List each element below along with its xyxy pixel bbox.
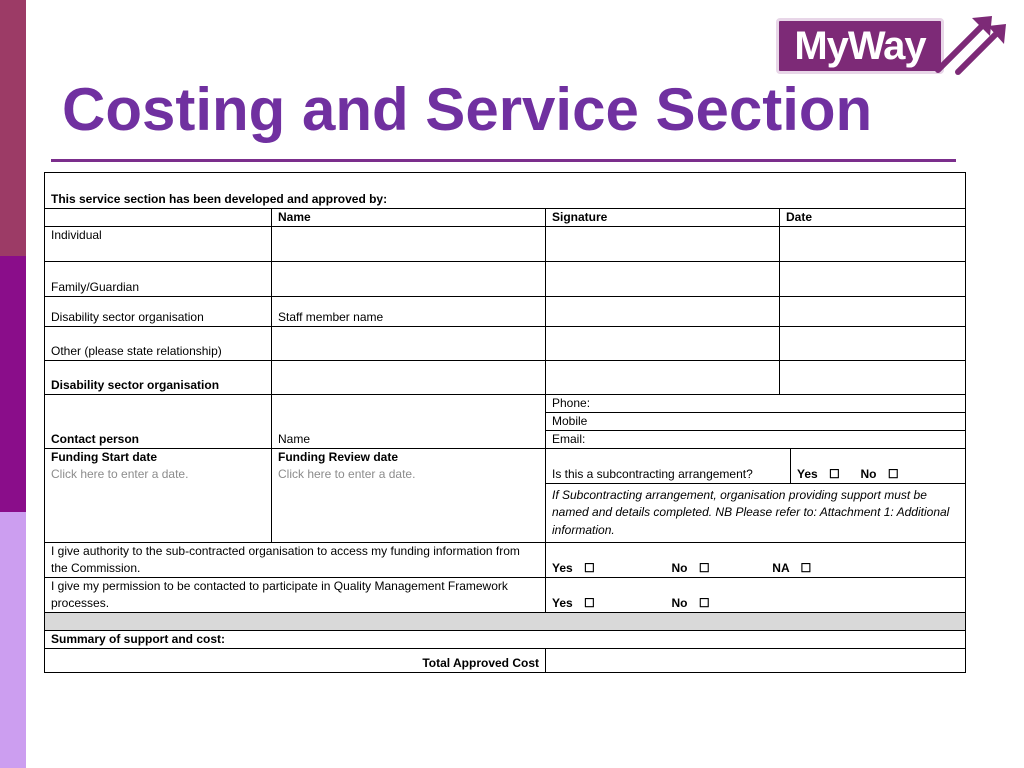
total-approved-cost-label: Total Approved Cost xyxy=(45,649,546,673)
subcontract-no-checkbox[interactable]: ☐ xyxy=(887,467,899,481)
side-bar-bottom xyxy=(0,512,26,768)
contact-phone-field[interactable]: Phone: xyxy=(546,395,966,413)
other-date-cell[interactable] xyxy=(780,327,966,361)
subcontract-no-label: No xyxy=(860,467,877,481)
contact-mobile-field[interactable]: Mobile xyxy=(546,413,966,431)
contact-email-field[interactable]: Email: xyxy=(546,431,966,449)
row-family-label: Family/Guardian xyxy=(45,262,272,297)
authority-yes-label: Yes xyxy=(552,561,573,575)
myway-logo xyxy=(776,8,1008,80)
other-name-cell[interactable] xyxy=(272,327,546,361)
funding-review-label: Funding Review date xyxy=(278,450,399,464)
authority-na-checkbox[interactable]: ☐ xyxy=(800,561,812,575)
disability-org-date-cell[interactable] xyxy=(780,361,966,395)
shaded-separator-row xyxy=(45,613,966,631)
header-name: Name xyxy=(272,209,546,227)
permission-text: I give my permission to be contacted to participate in Quality Management Framework processes. xyxy=(45,578,546,613)
funding-start-label: Funding Start date xyxy=(51,450,157,464)
funding-review-cell xyxy=(272,449,546,543)
permission-options xyxy=(546,578,966,613)
permission-no-label: No xyxy=(671,596,688,610)
family-date-cell[interactable] xyxy=(780,262,966,297)
side-bar-top xyxy=(0,0,26,256)
row-other-label: Other (please state relationship) xyxy=(45,327,272,361)
disability-org-signature-cell[interactable] xyxy=(546,361,780,395)
authority-na-label: NA xyxy=(772,561,790,575)
title-underline xyxy=(51,159,956,162)
authority-options xyxy=(546,543,966,578)
contact-person-label: Contact person xyxy=(45,395,272,449)
family-name-cell[interactable] xyxy=(272,262,546,297)
funding-start-date-input[interactable]: Click here to enter a date. xyxy=(51,467,189,481)
header-blank xyxy=(45,209,272,227)
row-disability-org-label: Disability sector organisation xyxy=(45,297,272,327)
arrows-icon xyxy=(932,8,1008,78)
row-individual-label: Individual xyxy=(45,227,272,262)
row-disability-org-heading: Disability sector organisation xyxy=(45,361,272,395)
family-signature-cell[interactable] xyxy=(546,262,780,297)
contact-name-cell[interactable]: Name xyxy=(272,395,546,449)
individual-date-cell[interactable] xyxy=(780,227,966,262)
page-title: Costing and Service Section xyxy=(62,76,873,143)
authority-no-label: No xyxy=(671,561,688,575)
summary-label: Summary of support and cost: xyxy=(45,631,966,649)
org-signature-cell[interactable] xyxy=(546,297,780,327)
subcontract-yes-label: Yes xyxy=(797,467,818,481)
header-signature: Signature xyxy=(546,209,780,227)
authority-text: I give authority to the sub-contracted organisation to access my funding information from the Commission. xyxy=(45,543,546,578)
other-signature-cell[interactable] xyxy=(546,327,780,361)
form-intro: This service section has been developed and approved by: xyxy=(45,173,966,209)
authority-yes-checkbox[interactable]: ☐ xyxy=(584,561,595,575)
individual-name-cell[interactable] xyxy=(272,227,546,262)
subcontract-note: If Subcontracting arrangement, organisation providing support must be named and details completed. NB Please refer to: Attachment 1: Additional information. xyxy=(546,484,966,543)
service-approval-form xyxy=(44,172,966,673)
authority-no-checkbox[interactable]: ☐ xyxy=(698,561,710,575)
side-bar-middle xyxy=(0,256,26,512)
org-date-cell[interactable] xyxy=(780,297,966,327)
funding-start-cell xyxy=(45,449,272,543)
permission-yes-checkbox[interactable]: ☐ xyxy=(584,596,595,610)
subcontract-options xyxy=(791,449,966,484)
header-date: Date xyxy=(780,209,966,227)
disability-org-name-cell[interactable] xyxy=(272,361,546,395)
subcontract-question: Is this a subcontracting arrangement? xyxy=(546,449,791,484)
permission-yes-label: Yes xyxy=(552,596,573,610)
total-approved-cost-cell[interactable] xyxy=(546,649,966,673)
permission-no-checkbox[interactable]: ☐ xyxy=(698,596,710,610)
funding-review-date-input[interactable]: Click here to enter a date. xyxy=(278,467,416,481)
staff-member-name-cell[interactable]: Staff member name xyxy=(272,297,546,327)
individual-signature-cell[interactable] xyxy=(546,227,780,262)
logo-text: MyWay xyxy=(776,18,944,74)
subcontract-yes-checkbox[interactable]: ☐ xyxy=(829,467,840,481)
